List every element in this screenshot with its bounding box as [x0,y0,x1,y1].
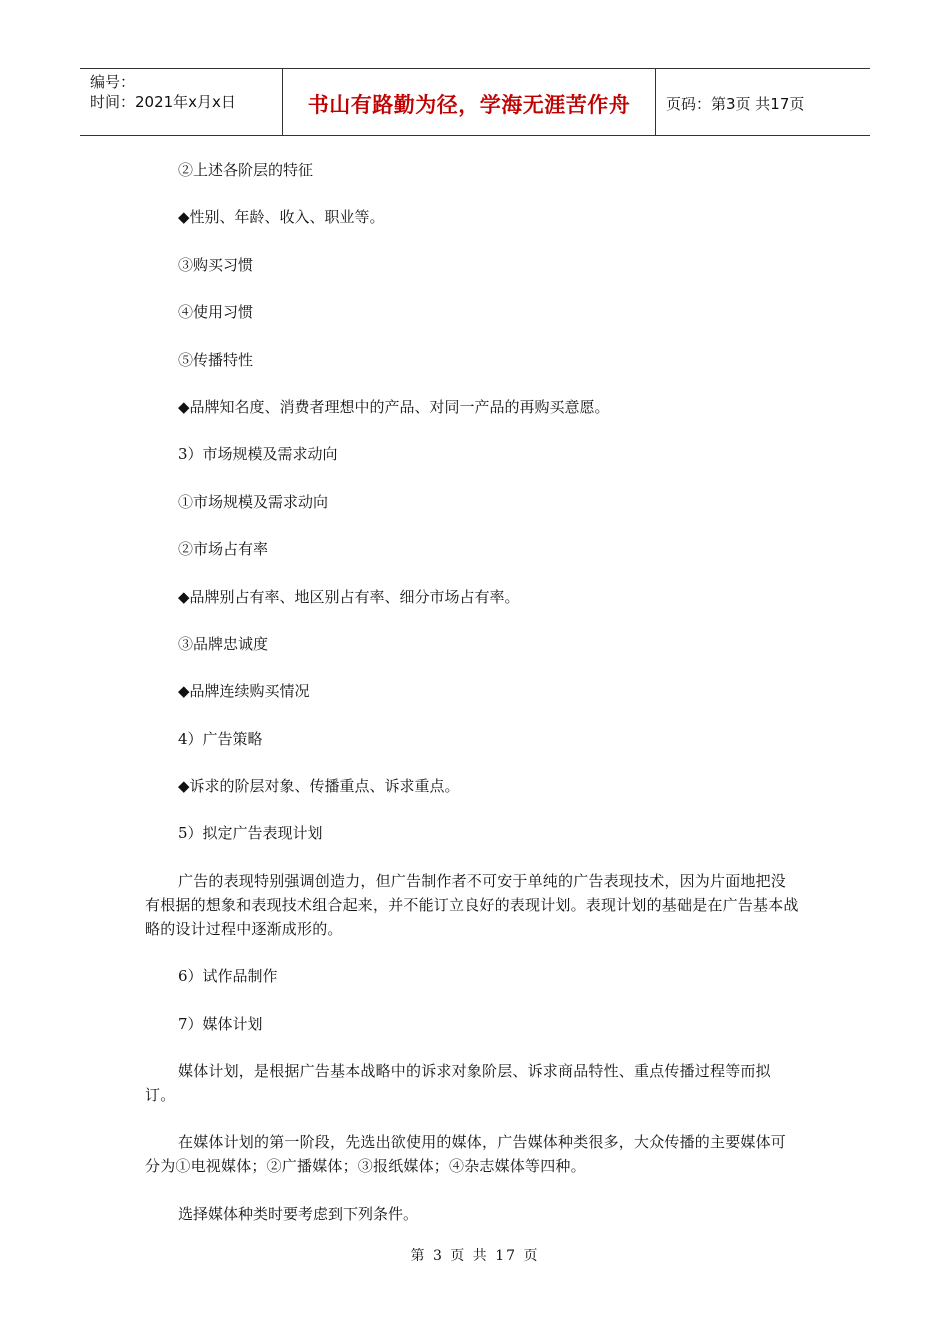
header-time-label: 时间：2021年x月x日 [90,93,236,111]
body-line: ③品牌忠诚度 [178,634,269,653]
body-paragraph: 广告的表现特别强调创造力，但广告制作者不可安于单纯的广告表现技术，因为片面地把没有根据的想象和表现技术组合起来，并不能订立良好的表现计划。表现计划的基础是在广告基本战略的设计过程中逐渐成形的。 [145,871,799,938]
header-meta [90,72,236,112]
body-paragraph: 媒体计划，是根据广告基本战略中的诉求对象阶层、诉求商品特性、重点传播过程等而拟订。 [145,1062,771,1105]
body-line: ①市场规模及需求动向 [178,492,329,511]
section-heading: 5）拟定广告表现计划 [178,824,323,843]
body-line: ◆品牌知名度、消费者理想中的产品、对同一产品的再购买意愿。 [178,397,610,416]
body-line: ◆品牌别占有率、地区别占有率、细分市场占有率。 [178,587,520,606]
section-heading: 7）媒体计划 [178,1014,263,1033]
body-line: ②市场占有率 [178,540,269,559]
header-motto: 书山有路勤为径，学海无涯苦作舟 [307,93,631,117]
body-line: ◆性别、年龄、收入、职业等。 [178,208,385,227]
section-heading: 4）广告策略 [178,729,263,748]
body-line: ②上述各阶层的特征 [178,161,314,179]
body-line: ④使用习惯 [178,303,254,322]
document-body [145,158,800,1249]
section-heading: 3）市场规模及需求动向 [178,445,338,464]
body-line: ◆诉求的阶层对象、传播重点、诉求重点。 [178,777,460,796]
section-heading: 6）试作品制作 [178,967,278,986]
body-line: ③购买习惯 [178,255,254,274]
body-paragraph: 在媒体计划的第一阶段，先选出欲使用的媒体，广告媒体种类很多，大众传播的主要媒体可分为①电视媒体；②广播媒体；③报纸媒体；④杂志媒体等四种。 [145,1133,787,1176]
body-line: ◆品牌连续购买情况 [178,682,310,701]
body-line: ⑤传播特性 [178,350,254,369]
page-footer: 第 3 页 共 17 页 [410,1248,540,1264]
page-header [80,68,870,136]
header-divider [655,69,656,135]
header-number-label: 编号： [90,73,136,91]
body-line: 选择媒体种类时要考虑到下列条件。 [178,1204,419,1223]
header-page-info: 页码：第3页 共17页 [666,95,805,113]
